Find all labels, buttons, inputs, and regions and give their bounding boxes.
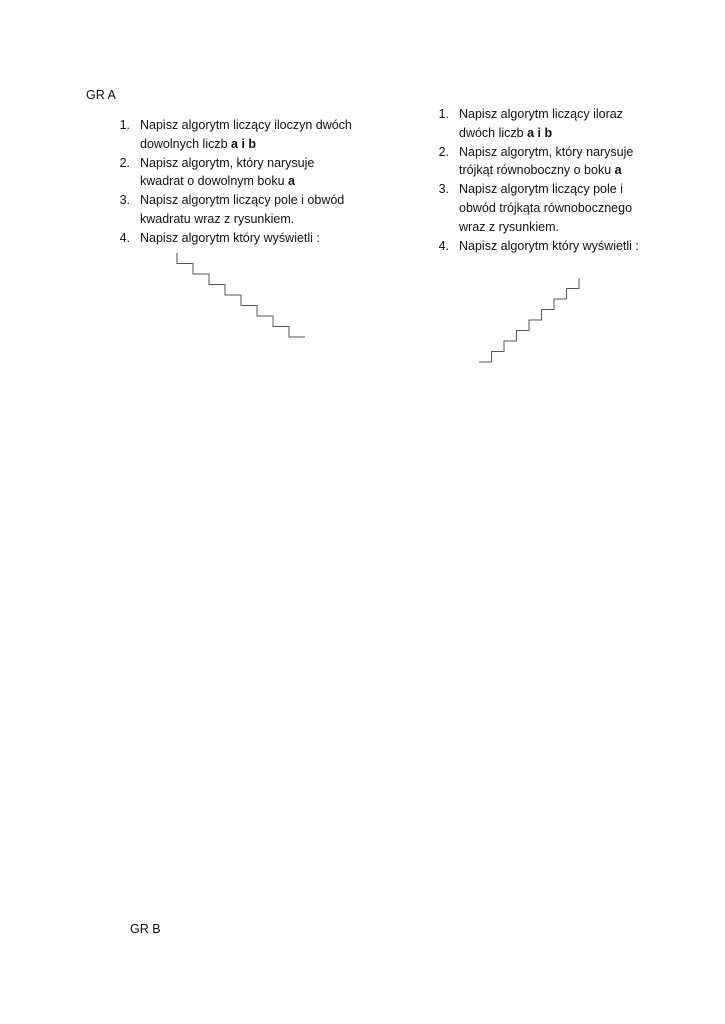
task-emphasis: a i b [527,125,553,140]
task-text: trójkąt równoboczny o boku [459,163,615,178]
list-item [110,229,370,248]
task-text: Napisz algorytm który wyświetli : [140,230,320,245]
task-text: Napisz algorytm liczący pole i [459,182,623,197]
item-number: 2. [119,155,130,170]
group-b-task-list [429,105,699,255]
task-emphasis: a i b [231,136,257,151]
task-emphasis: a [614,163,622,178]
descending-staircase-icon [177,253,305,337]
item-number: 2. [438,144,449,159]
descending-staircase-figure [176,253,306,338]
item-number: 1. [438,107,449,121]
task-text: dwóch liczb [459,125,528,140]
item-number: 1. [119,118,130,132]
task-text: Napisz algorytm, który narysuje [140,155,315,170]
task-emphasis: a [288,174,295,189]
task-text: Napisz algorytm liczący iloraz [459,107,623,121]
task-text: Napisz algorytm liczący pole i obwód [140,193,345,208]
group-a-label: GR A [86,88,116,102]
ascending-staircase-icon [479,278,579,362]
list-item [429,143,699,181]
task-text: wraz z rysunkiem. [459,219,560,234]
list-item [429,105,699,143]
item-number: 4. [119,230,130,245]
task-text: obwód trójkąta równobocznego [459,200,633,215]
list-item [110,191,370,229]
group-b-label: GR B [130,922,161,936]
group-a-task-list [110,116,370,248]
item-number: 3. [438,182,449,197]
list-item [110,116,370,154]
item-number: 4. [438,238,449,253]
task-text: Napisz algorytm liczący iloczyn dwóch [140,118,352,132]
list-item [429,180,699,236]
item-number: 3. [119,193,130,208]
task-text: Napisz algorytm który wyświetli : [459,238,639,253]
task-text: kwadrat o dowolnym boku [140,174,288,189]
task-text: kwadratu wraz z rysunkiem. [140,211,295,226]
list-item [110,154,370,192]
ascending-staircase-figure [479,277,584,365]
task-text: Napisz algorytm, który narysuje [459,144,634,159]
list-item [429,237,699,256]
task-text: dowolnych liczb [140,136,232,151]
